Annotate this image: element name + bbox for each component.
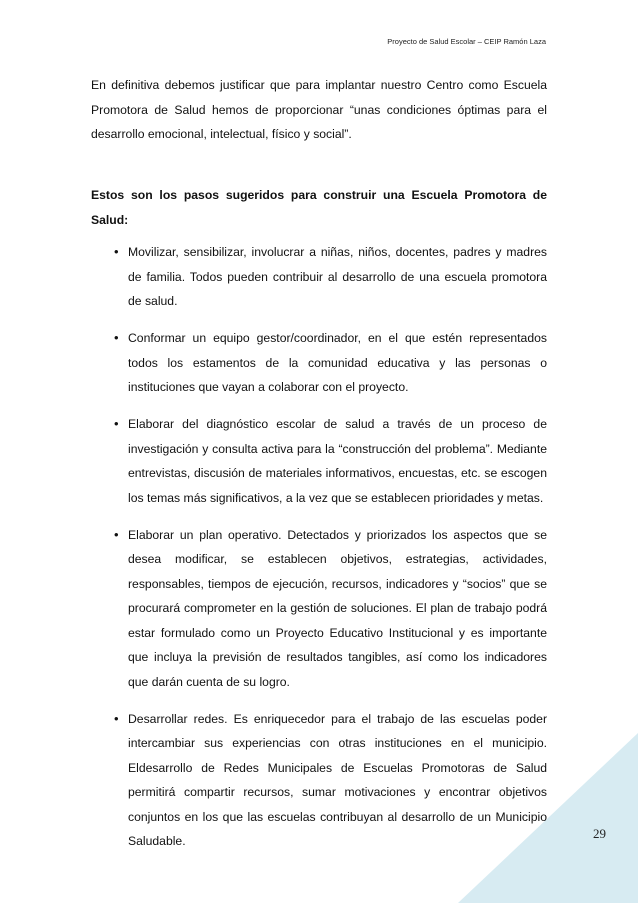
list-item: [91, 412, 547, 510]
intro-paragraph: En definitiva debemos justificar que para implantar nuestro Centro como Escuela Promotora de Salud hemos de proporcionar “unas condiciones óptimas para el desarrollo emocional, intelectual, físico y social”.: [91, 78, 547, 141]
steps-list: [91, 240, 547, 866]
list-item: [91, 326, 547, 400]
bullet-icon: •: [114, 244, 119, 259]
list-item: [91, 707, 547, 854]
list-item: [91, 240, 547, 314]
bullet-icon: •: [114, 526, 119, 542]
list-item-text: Elaborar del diagnóstico escolar de salud a través de un proceso de investigación y consulta activa para la “construcción del problema”. Mediante entrevistas, discusión de materiales informativos, encuestas, etc. se escogen los temas más significativos, a la vez que se establecen prioridades y metas.: [128, 417, 547, 505]
list-item-text: Movilizar, sensibilizar, involucrar a niñas, niños, docentes, padres y madres de familia. Todos pueden contribuir al desarrollo de una escuela promotora de salud.: [128, 245, 547, 308]
running-header: Proyecto de Salud Escolar – CEIP Ramón Laza: [387, 37, 546, 46]
list-item-text: Desarrollar redes. Es enriquecedor para el trabajo de las escuelas poder intercambiar sus experiencias con otras instituciones en el municipio. Eldesarrollo de Redes Municipales de Escuelas Promotoras de Salud permitirá compartir recursos, sumar motivaciones y encontrar objetivos conjuntos en los que las escuelas contribuyan al desarrollo de un Municipio Saludable.: [128, 711, 547, 848]
page-number: 29: [593, 826, 606, 841]
list-item-text: Elaborar un plan operativo. Detectados y priorizados los aspectos que se desea modificar, se establecen objetivos, estrategias, actividades, responsables, tiempos de ejecución, recursos, indicadores y “socios” que se procurará comprometer en la gestión de soluciones. El plan de trabajo podrá estar formulado como un Proyecto Educativo Institucional y es importante que incluya la previsión de resultados tangibles, así como los indicadores que darán cuenta de su logro.: [128, 527, 547, 689]
bullet-icon: •: [114, 330, 119, 345]
bullet-icon: •: [114, 710, 119, 726]
list-item: [91, 523, 547, 695]
bullet-icon: •: [114, 416, 119, 431]
list-item-text: Conformar un equipo gestor/coordinador, en el que estén representados todos los estamentos de la comunidad educativa y las personas o instituciones que vayan a colaborar con el proyecto.: [128, 331, 547, 394]
steps-lead-heading: Estos son los pasos sugeridos para construir una Escuela Promotora de Salud:: [91, 188, 547, 227]
